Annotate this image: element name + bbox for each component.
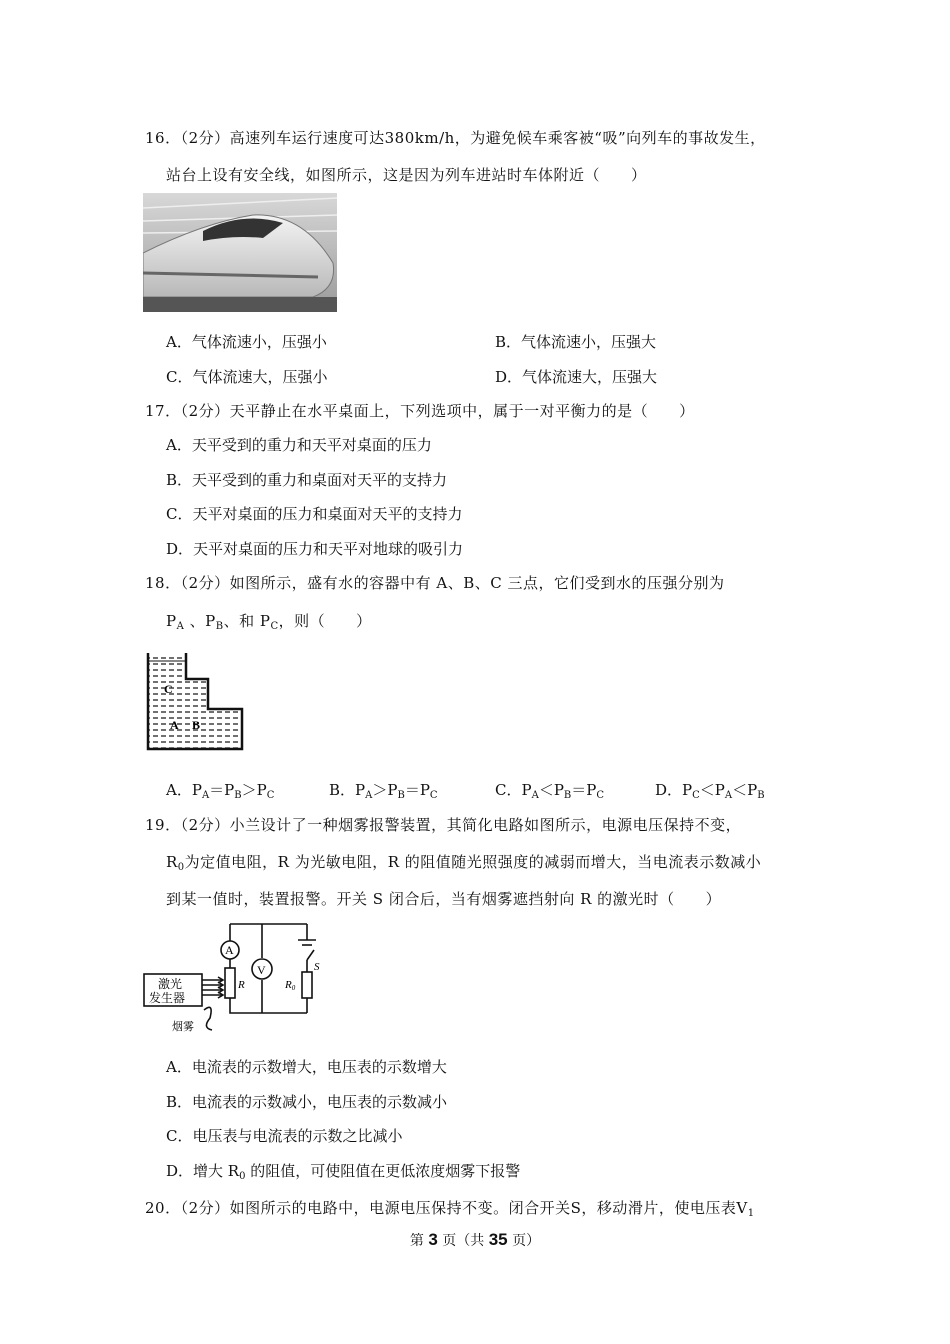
point-c-label: C [164,682,173,696]
q16-option-c: C．气体流速大，压强小 [166,368,328,386]
q19-line2: $R_0$为定值电阻，R 为光敏电阻，R 的阻值随光照强度的减弱而增大，当电流表示数减小 [166,853,762,873]
q19-line3: 到某一值时，装置报警。开关 S 闭合后，当有烟雾遮挡射向 R 的激光时（ ） [166,890,722,908]
q16-option-a: A．气体流速小，压强小 [166,333,327,351]
q19-option-a: A．电流表的示数增大，电压表的示数增大 [166,1058,447,1076]
q19-option-b: B．电流表的示数减小，电压表的示数减小 [166,1093,448,1111]
q16-option-d: D．气体流速大，压强大 [495,368,658,386]
point-a-label: A [170,718,179,732]
q17-option-b: B．天平受到的重力和桌面对天平的支持力 [166,471,448,489]
q17-option-c: C．天平对桌面的压力和桌面对天平的支持力 [166,505,463,523]
ammeter-label: A [225,943,234,957]
voltmeter-label: V [257,963,266,977]
q17-option-a: A．天平受到的重力和天平对桌面的压力 [166,436,432,454]
q16-option-b: B．气体流速小，压强大 [495,333,657,351]
q18-option-c: C．$P_A<P_B=P_C$ [495,781,605,801]
q19-option-d: D．增大 $R_0$ 的阻值，可使阻值在更低浓度烟雾下报警 [166,1162,521,1182]
q16-line1: 16．（2分）高速列车运行速度可达380km/h，为避免候车乘客被“吸”向列车的事故发生， [145,129,766,147]
switch-label: S [314,961,320,973]
q17-line1: 17．（2分）天平静止在水平桌面上，下列选项中，属于一对平衡力的是（ ） [145,402,695,420]
q18-line2: $P_A$ 、$P_B$、和 $P_C$，则（ ） [166,612,372,632]
q19-line1: 19．（2分）小兰设计了一种烟雾报警装置，其简化电路如图所示，电源电压保持不变， [145,816,742,834]
resistor-r-label: R [238,979,245,991]
point-b-label: B [192,718,201,732]
q18-option-b: B．$P_A>P_B=P_C$ [329,781,438,801]
page-footer [0,1230,950,1250]
q18-line1: 18．（2分）如图所示，盛有水的容器中有 A、B、C 三点，它们受到水的压强分别为 [145,574,725,592]
footer-suffix: 页） [512,1233,541,1249]
q18-option-a: A．$P_A=P_B>P_C$ [166,781,275,801]
footer-total-pages: 35 [488,1230,508,1249]
resistor-r0-label: R0 [285,979,296,992]
footer-middle: 页（共 [442,1233,485,1249]
q16-line2: 站台上设有安全线，如图所示，这是因为列车进站时车体附近（ ） [166,166,647,184]
footer-page-number: 3 [428,1230,438,1249]
smoke-label: 烟雾 [172,1021,194,1033]
footer-prefix: 第 [409,1233,424,1249]
water-container-figure [144,643,254,753]
emitter-label-1: 激光 [158,977,183,991]
q17-option-d: D．天平对桌面的压力和天平对地球的吸引力 [166,540,464,558]
train-image [143,193,337,312]
q20-line1: 20．（2分）如图所示的电路中，电源电压保持不变。闭合开关S，移动滑片，使电压表$V_1$ [145,1199,755,1219]
q19-option-c: C．电压表与电流表的示数之比减小 [166,1127,403,1145]
smoke-alarm-circuit [142,918,342,1038]
q18-option-d: D．$P_C<P_A<P_B$ [655,781,765,801]
emitter-label-2: 发生器 [149,991,186,1005]
